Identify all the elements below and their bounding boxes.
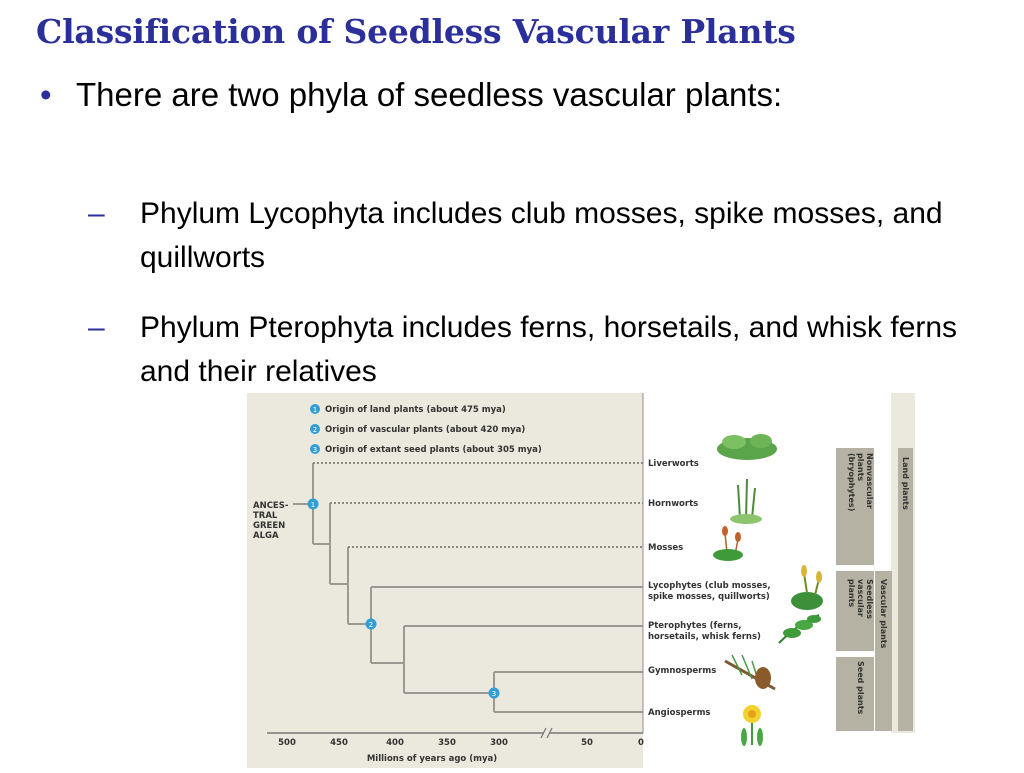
taxon-pterophytes: Pterophytes (ferns,: [648, 621, 742, 631]
land-plants-label: Land plants: [901, 457, 910, 510]
svg-text:vascular: vascular: [856, 579, 865, 617]
tick-450: 450: [330, 738, 348, 748]
event-2-label: Origin of vascular plants (about 420 mya): [325, 425, 526, 435]
svg-text:ALGA: ALGA: [253, 531, 279, 541]
sub-bullet-marker: –: [88, 311, 105, 344]
nonvascular-label: Nonvascular: [865, 453, 874, 509]
sub-bullet-marker: –: [88, 197, 105, 230]
axis-label: Millions of years ago (mya): [366, 754, 498, 764]
sub-bullet-lycophyta: Phylum Lycophyta includes club mosses, spike mosses, and quillworts: [140, 197, 943, 274]
svg-text:plants: plants: [856, 453, 865, 482]
taxon-lycophytes-2: spike mosses, quillworts): [648, 592, 770, 602]
bullet-item: There are two phyla of seedless vascular plants:: [76, 76, 783, 113]
taxon-pterophytes-2: horsetails, whisk ferns): [648, 632, 761, 642]
taxon-mosses: Mosses: [648, 543, 684, 553]
phylogeny-figure: [247, 393, 915, 768]
taxon-lycophytes: Lycophytes (club mosses,: [648, 581, 771, 591]
event-3-label: Origin of extant seed plants (about 305 mya): [325, 445, 542, 455]
svg-text:TRAL: TRAL: [253, 511, 278, 521]
taxon-angiosperms: Angiosperms: [648, 708, 711, 718]
tick-50: 50: [581, 738, 593, 748]
tick-300: 300: [490, 738, 508, 748]
svg-text:3: 3: [491, 690, 497, 698]
tick-400: 400: [386, 738, 404, 748]
sub-bullet-pterophyta: Phylum Pterophyta includes ferns, horsetails, and whisk ferns and their relatives: [140, 311, 958, 388]
phylogeny-tree-diagram: [247, 393, 915, 768]
svg-text:3: 3: [312, 446, 318, 454]
svg-text:GREEN: GREEN: [253, 521, 286, 531]
seed-plants-label: Seed plants: [856, 661, 865, 715]
tick-500: 500: [278, 738, 296, 748]
svg-text:2: 2: [312, 426, 318, 434]
svg-text:(bryophytes): (bryophytes): [847, 453, 856, 512]
slide-title: Classification of Seedless Vascular Plants: [36, 12, 796, 51]
tick-350: 350: [438, 738, 456, 748]
tick-0: 0: [638, 738, 644, 748]
svg-text:plants: plants: [847, 579, 856, 608]
taxon-liverworts: Liverworts: [648, 459, 699, 469]
taxon-hornworts: Hornworts: [648, 499, 699, 509]
vascular-label: Vascular plants: [879, 579, 888, 649]
svg-text:1: 1: [312, 406, 318, 414]
svg-text:1: 1: [310, 501, 316, 509]
seedless-label: Seedless: [865, 579, 874, 620]
svg-text:ANCES-: ANCES-: [253, 501, 289, 511]
bullet-marker: •: [40, 76, 52, 113]
taxon-gymnosperms: Gymnosperms: [648, 666, 717, 676]
event-1-label: Origin of land plants (about 475 mya): [325, 405, 506, 415]
svg-text:2: 2: [368, 621, 374, 629]
